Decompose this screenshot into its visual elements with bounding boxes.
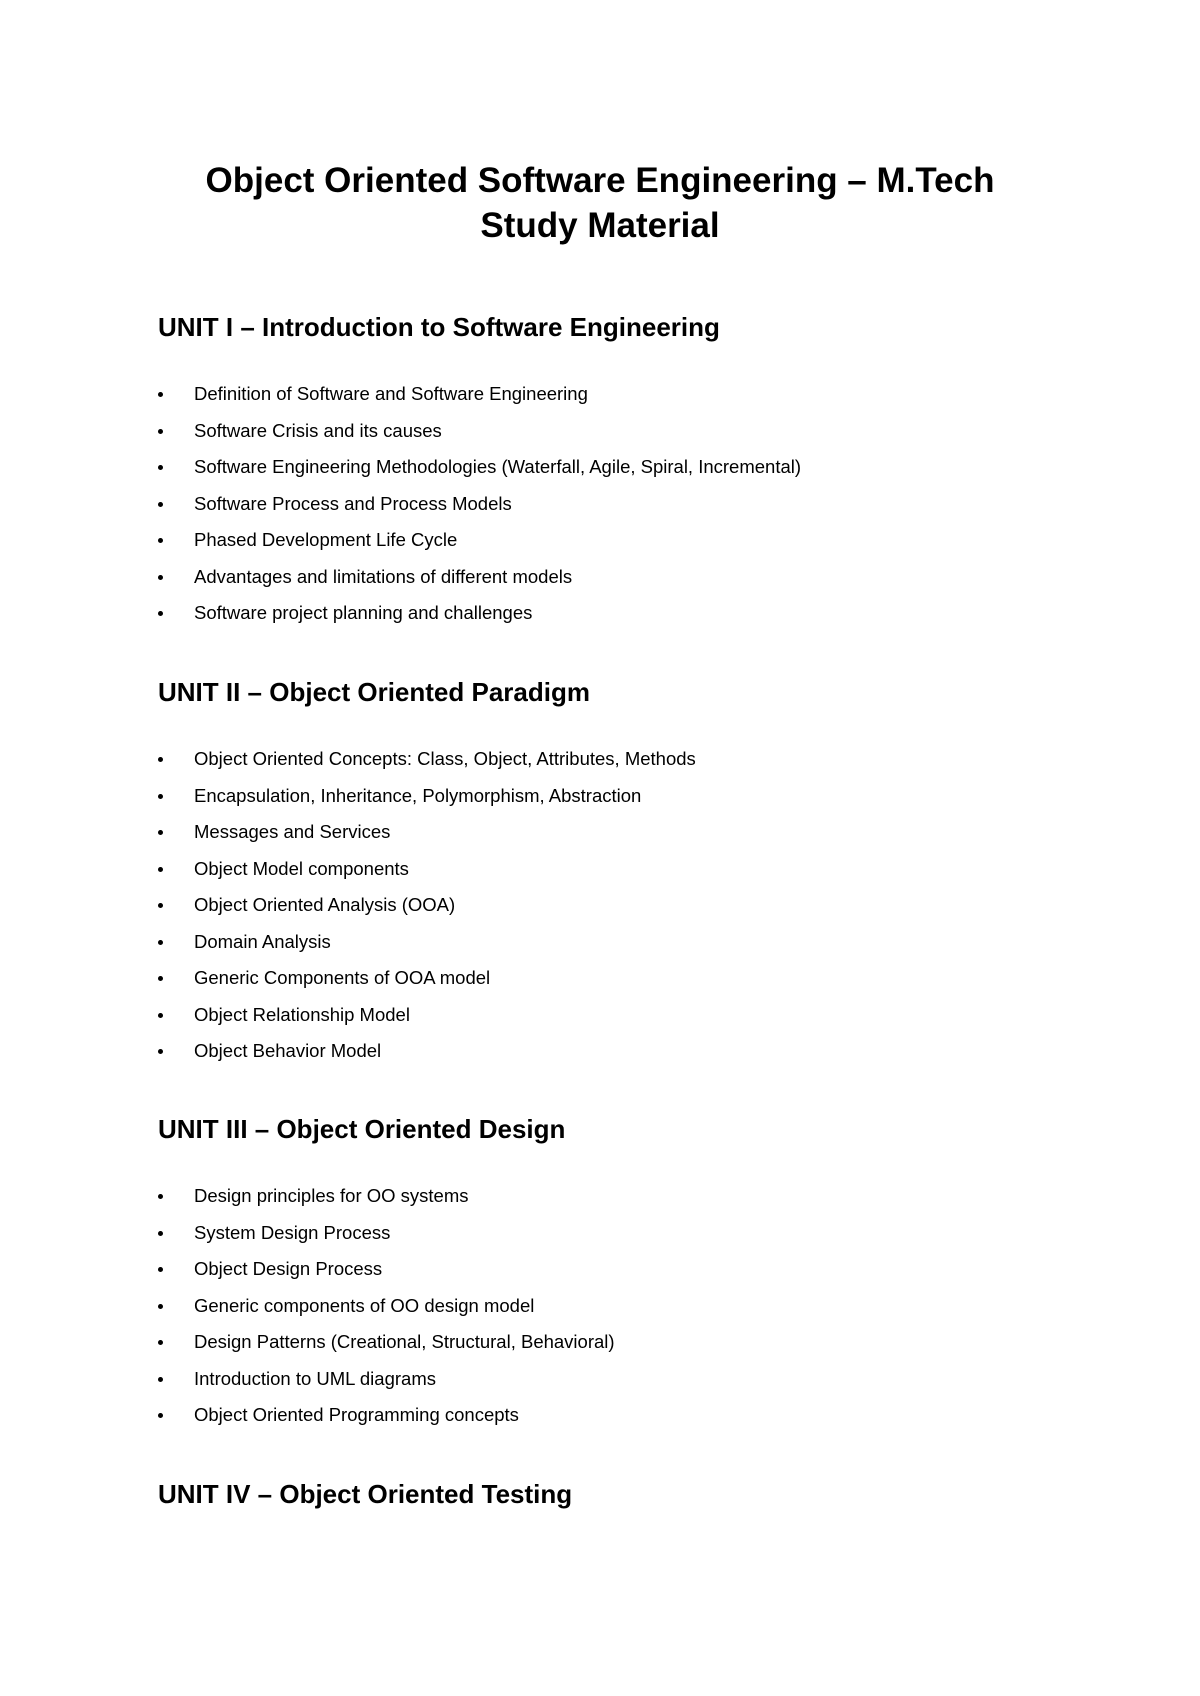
bullet-icon	[158, 538, 163, 543]
bullet-icon	[158, 502, 163, 507]
bullet-icon	[158, 976, 163, 981]
bullet-icon	[158, 1049, 163, 1054]
unit-4-heading: UNIT IV – Object Oriented Testing	[158, 1479, 573, 1509]
document-title-line-1: Object Oriented Software Engineering – M.Tech	[205, 161, 995, 200]
bullet-icon	[158, 465, 163, 470]
bullet-icon	[158, 392, 163, 397]
bullet-icon	[158, 1267, 163, 1272]
bullet-icon	[158, 1013, 163, 1018]
bullet-icon	[158, 1340, 163, 1345]
unit-3-heading: UNIT III – Object Oriented Design	[158, 1114, 566, 1144]
bullet-icon	[158, 830, 163, 835]
bullet-icon	[158, 867, 163, 872]
bullet-icon	[158, 757, 163, 762]
bullet-icon	[158, 611, 163, 616]
bullet-icon	[158, 1194, 163, 1199]
document-title-line-2: Study Material	[480, 206, 720, 245]
bullet-icon	[158, 1231, 163, 1236]
bullet-icon	[158, 575, 163, 580]
document-page: Object Oriented Software Engineering – M.Tech Study Material UNIT I – Introduction to Software Engineering Definition of Software and Software Engineering Software Crisis and its causes Software Engineering Methodologies (Waterfall, Agile, Spiral, Incremental) Software Process and Process Models Phased Development Life Cycle Advantages and limitations of different models Software project planning and challenges UNIT II – Object Oriented Paradigm Object Oriented Concepts: Class, Object, Attributes, Methods Encapsulation, Inheritance, Polymorphism, Abstraction Messages and Services Object Model components Object Oriented Analysis (OOA) Domain Analysis Generic Components of OOA model Object Relationship Model Object Behavior Model UNIT III – Object Oriented Design Design principles for OO systems System Design Process Object Design Process Generic components of OO design model Design Patterns (Creational, Structural, Behavioral) Introduction to UML diagrams Object Oriented Programming concepts UNIT IV – Object Oriented Testing	[0, 0, 1200, 1696]
bullet-icon	[158, 429, 163, 434]
unit-2-heading: UNIT II – Object Oriented Paradigm	[158, 677, 590, 707]
bullet-icon	[158, 1377, 163, 1382]
bullet-icon	[158, 903, 163, 908]
bullet-icon	[158, 794, 163, 799]
unit-1-heading: UNIT I – Introduction to Software Engineering	[158, 312, 720, 342]
bullet-icon	[158, 1304, 163, 1309]
bullet-icon	[158, 940, 163, 945]
bullet-icon	[158, 1413, 163, 1418]
document-title	[160, 158, 1040, 248]
